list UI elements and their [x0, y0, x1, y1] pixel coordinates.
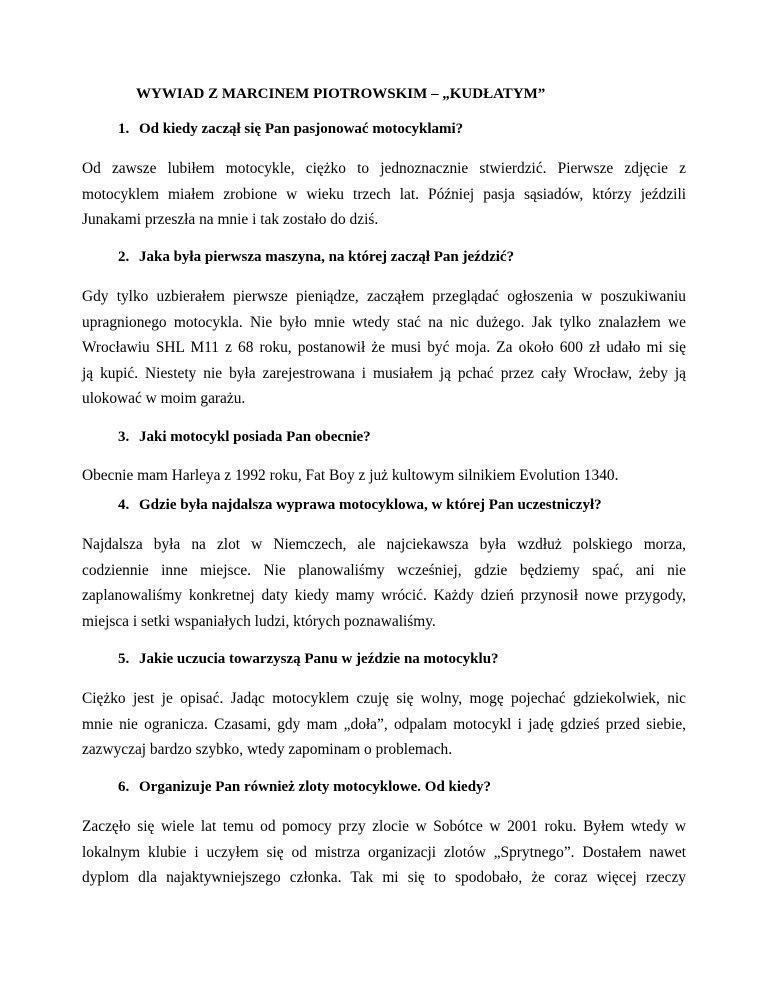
answer-line: ulokować w moim garażu.: [82, 390, 246, 407]
answer-line: Wrocławiu SHL M11 z 68 roku, postanowił że musi być moja. Za około 600 zł udało mi się: [82, 339, 686, 356]
answer-6: [82, 814, 686, 891]
answer-line: Zaczęło się wiele lat temu od pomocy przy zlocie w Sobótce w 2001 roku. Byłem wtedy w: [82, 818, 686, 835]
answer-line: lokalnym klubie i uczyłem się od mistrza organizacji zlotów „Sprytnego”. Dostałem nawet: [82, 843, 686, 861]
answer-line: Obecnie mam Harleya z 1992 roku, Fat Boy z już kultowym silnikiem Evolution 1340.: [82, 467, 619, 484]
answer-line: mnie nie ogranicza. Czasami, gdy mam „doła”, odpalam motocykl i jadę gdzieś przed siebie,: [82, 715, 686, 733]
answer-line: Od zawsze lubiłem motocykle, ciężko to jednoznacznie stwierdzić. Pierwsze zdjęcie z: [82, 160, 686, 177]
answer-line: Gdy tylko uzbierałem pierwsze pieniądze, zacząłem przeglądać ogłoszenia w poszukiwaniu: [82, 288, 686, 305]
answer-line: miejsca i setki wspaniałych ludzi, których poznawaliśmy.: [82, 612, 436, 630]
answer-line: zazwyczaj bardzo szybko, wtedy zapominam o problemach.: [82, 741, 453, 758]
answer-4: [82, 532, 686, 634]
answer-line: ją kupić. Niestety nie była zarejestrowana i musiałem ją pchać przez cały Wrocław, żeby ją: [82, 364, 686, 382]
answer-line: Ciężko jest je opisać. Jadąc motocyklem czuję się wolny, mogę pojechać gdziekolwiek, nic: [82, 690, 686, 707]
answer-line: Junakami przeszła na mnie i tak zostało do dziś.: [82, 211, 379, 228]
question-3: [118, 429, 371, 446]
answer-line: Najdalsza była na zlot w Niemczech, ale najciekawsza była wzdłuż polskiego morza,: [82, 536, 686, 553]
question-text: Od kiedy zaczął się Pan pasjonować motocyklami?: [139, 121, 464, 137]
interview-title: WYWIAD Z MARCINEM PIOTROWSKIM – „KUDŁATYM”: [136, 86, 546, 102]
answer-5: [82, 686, 686, 763]
question-number: 6.: [118, 779, 130, 795]
answer-1: [82, 156, 686, 233]
answer-3: [82, 463, 686, 489]
question-number: 5.: [118, 651, 130, 667]
question-text: Gdzie była najdalsza wyprawa motocyklowa, w której Pan uczestniczył?: [139, 497, 602, 513]
question-1: [118, 121, 463, 138]
question-number: 1.: [118, 121, 130, 137]
question-number: 2.: [118, 249, 130, 265]
answer-line: dyplom dla najaktywniejszego członka. Tak mi się to spodobało, że coraz więcej rzeczy: [82, 869, 686, 886]
answer-line: zaplanowaliśmy konkretnej daty kiedy mamy wrócić. Każdy dzień przynosił nowe przygody,: [82, 587, 686, 604]
question-4: [118, 497, 602, 514]
question-text: Jakie uczucia towarzyszą Panu w jeździe na motocyklu?: [139, 651, 499, 667]
answer-line: motocyklem miałem zrobione w wieku trzech lat. Później pasja sąsiadów, którzy jeździli: [82, 185, 686, 203]
answer-2: [82, 284, 686, 412]
question-text: Organizuje Pan również zloty motocyklowe. Od kiedy?: [139, 779, 492, 795]
question-text: Jaki motocykl posiada Pan obecnie?: [139, 429, 371, 445]
question-text: Jaka była pierwsza maszyna, na której zaczął Pan jeździć?: [139, 249, 515, 265]
question-number: 4.: [118, 497, 130, 513]
answer-line: codziennie inne miejsce. Nie planowaliśmy wcześniej, gdzie będziemy spać, ani nie: [82, 561, 686, 579]
answer-line: upragnionego motocykla. Nie było mnie wtedy stać na nic dużego. Jak tylko znalazłem we: [82, 313, 686, 331]
question-2: [118, 249, 514, 266]
question-6: [118, 779, 491, 796]
question-number: 3.: [118, 429, 130, 445]
question-5: [118, 651, 499, 668]
